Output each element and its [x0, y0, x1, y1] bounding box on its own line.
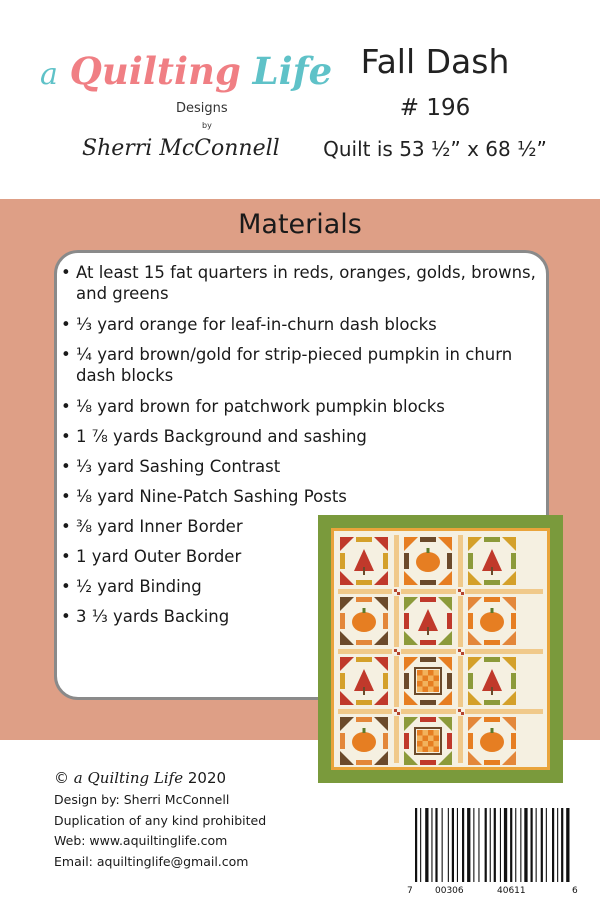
duplication-notice: Duplication of any kind prohibited	[54, 812, 267, 828]
logo-life: Life	[252, 49, 333, 93]
email-address: Email: aquiltinglife@gmail.com	[54, 853, 249, 869]
sashing-post	[456, 647, 465, 656]
material-item: • ⅜ yard Inner Border	[60, 516, 540, 537]
barcode-group-1: 00306	[435, 886, 464, 896]
sashing-post	[456, 587, 465, 596]
barcode	[405, 806, 580, 896]
material-item: • 1 ⅞ yards Background and sashing	[60, 426, 540, 447]
barcode-digit-left: 7	[407, 886, 413, 896]
barcode-digit-right: 6	[572, 886, 578, 896]
material-item: • ⅛ yard brown for patchwork pumpkin blocks	[60, 396, 540, 417]
web-address: Web: www.aquiltinglife.com	[54, 833, 228, 848]
pattern-number: # 196	[399, 95, 471, 121]
footer-info	[54, 766, 354, 872]
material-item: • 1 yard Outer Border	[60, 546, 540, 567]
logo-a: a	[40, 57, 58, 92]
logo-designs: Designs	[176, 101, 228, 116]
material-item: • 3 ⅓ yards Backing	[60, 606, 540, 627]
copyright-brand: a Quilting Life	[73, 769, 184, 787]
material-item: • ⅓ yard orange for leaf-in-churn dash blocks	[60, 314, 540, 335]
material-item: • At least 15 fat quarters in reds, oranges, golds, browns, and greens	[60, 262, 540, 304]
material-item: • ⅛ yard Nine-Patch Sashing Posts	[60, 486, 540, 507]
quilt-illustration	[318, 515, 563, 783]
brand-logo	[40, 46, 333, 176]
copyright-year: 2020	[187, 769, 227, 787]
logo-by: by	[202, 121, 212, 130]
copyright-line	[54, 766, 354, 790]
design-by: Design by: Sherri McConnell	[54, 792, 230, 807]
materials-heading: Materials	[238, 209, 362, 240]
sashing-post	[456, 707, 465, 716]
designer-signature: Sherri McConnell	[82, 136, 280, 161]
sashing-post	[392, 587, 401, 596]
barcode-group-2: 40611	[497, 886, 526, 896]
quilt-size: Quilt is 53 ½” x 68 ½”	[323, 137, 547, 161]
pattern-title: Fall Dash	[360, 42, 510, 81]
material-item: • ⅓ yard Sashing Contrast	[60, 456, 540, 477]
material-item: • ½ yard Binding	[60, 576, 540, 597]
material-item: • ¼ yard brown/gold for strip-pieced pumpkin in churn dash blocks	[60, 344, 540, 386]
logo-quilting: Quilting	[69, 49, 241, 93]
copyright-symbol: ©	[54, 769, 69, 787]
logo-wordmark	[40, 46, 332, 100]
sashing-post	[392, 647, 401, 656]
pattern-title-block	[300, 40, 570, 164]
sashing-post	[392, 707, 401, 716]
